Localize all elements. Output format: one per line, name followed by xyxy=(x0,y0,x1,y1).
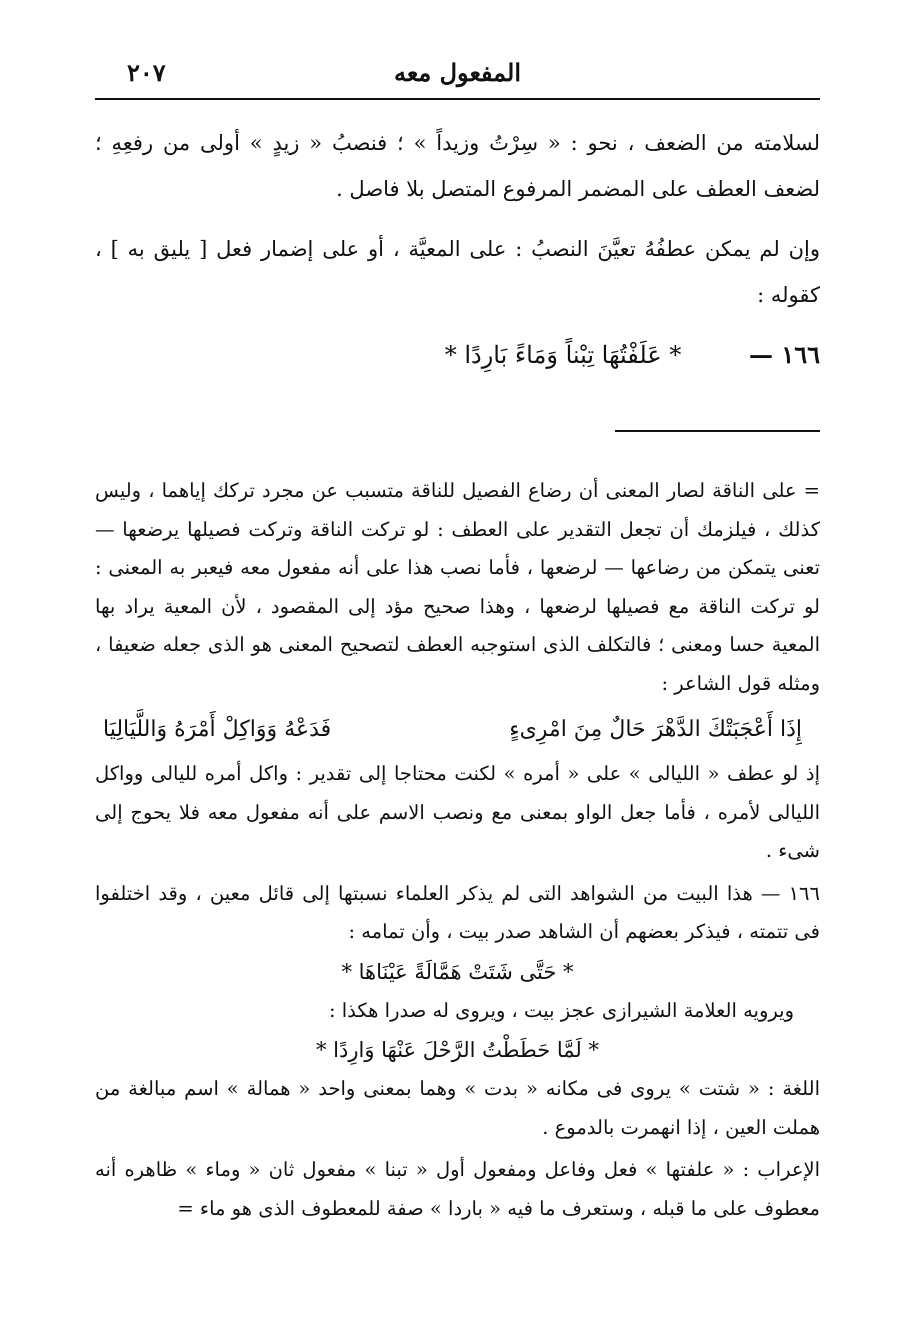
hemistich: * لَمَّا حَطَطْتُ الرَّحْلَ عَنْهَا وَارِدًا * xyxy=(316,1038,599,1062)
verse-first-hemistich: إِذَا أَعْجَبَتْكَ الدَّهْرَ حَالٌ مِنَ امْرِىءٍ xyxy=(509,717,802,742)
footnote-paragraph: اللغة : « شتت » يروى فى مكانه « بدت » وهما بمعنى واحد « همالة » اسم مبالغة من هملت العين ، إذا انهمرت بالدموع . xyxy=(95,1077,820,1139)
paragraph: وإن لم يمكن عطفُهُ تعيَّنَ النصبُ : على المعيَّة ، أو على إضمار فعل [ يليق به ] ، كقوله : xyxy=(95,237,820,307)
footnotes xyxy=(95,472,820,1228)
page-header xyxy=(95,50,820,100)
hemistich: * حَتَّى شَتَتْ هَمَّالَةً عَيْنَاهَا * xyxy=(341,959,574,984)
footnote-paragraph: ويرويه العلامة الشيرازى عجز بيت ، ويروى له صدرا هكذا : xyxy=(328,998,794,1022)
footnote-paragraph: إذ لو عطف « الليالى » على « أمره » لكنت محتاجا إلى تقدير : واكل أمره لليالى وواكل الليالى لأمره ، فأما جعل الواو بمعنى مع ونصب الاسم على أنه مفعول معه فلا يحوج إلى شىء . xyxy=(95,762,820,862)
main-text xyxy=(95,120,820,432)
chapter-title: المفعول معه xyxy=(393,58,522,87)
verse-166 xyxy=(95,324,820,386)
footnote-paragraph: ١٦٦ — هذا البيت من الشواهد التى لم يذكر العلماء نسبتها إلى قائل معين ، وقد اختلفوا فى تتمته ، فيذكر بعضهم أن الشاهد صدر بيت ، وأن تمامه : xyxy=(95,881,820,943)
footnote-paragraph: الإعراب : « علفتها » فعل وفاعل ومفعول أول « تبنا » مفعول ثان « وماء » ظاهره أنه معطوف على ما قبله ، وستعرف ما فيه « باردا » صفة للمعطوف الذى هو ماء = xyxy=(95,1158,820,1220)
verse-text: * عَلَفْتُهَا تِبْناً وَمَاءً بَارِدًا * xyxy=(444,341,682,369)
poetry-verse xyxy=(95,703,820,755)
page-number: ٢٠٧ xyxy=(127,58,166,87)
footnote-separator xyxy=(615,430,820,432)
verse-second-hemistich: فَدَعْهُ وَوَاكِلْ أَمْرَهُ وَاللَّيَالِيَا xyxy=(103,717,332,742)
verse-number: ١٦٦ — xyxy=(748,340,820,369)
paragraph: لسلامته من الضعف ، نحو : « سِرْتُ وزيداً » ؛ فنصبُ « زيدٍ » أولى من رفعِهِ ؛ لضعف العطف على المضمر المرفوع المتصل بلا فاصل . xyxy=(95,131,820,201)
footnote-paragraph: = على الناقة لصار المعنى أن رضاع الفصيل للناقة متسبب عن مجرد تركك إياهما ، وليس كذلك ، فيلزمك أن تجعل التقدير على العطف : لو تركت الناقة وتركت فصيلها يرضعها — تعنى يتمكن من رضاعها — لرضعها ، فأما نصب هذا على أنه مفعول معه فيعبر به المعنى : لو تركت الناقة مع فصيلها لرضعها ، وهذا صحيح مؤد إلى المقصود ، لأن المعية يراد بها المعية حسا ومعنى ؛ فالتكلف الذى استوجبه العطف لتصحيح المعنى هو الذى جعله ضعيفا ، ومثله قول الشاعر : xyxy=(95,479,820,695)
